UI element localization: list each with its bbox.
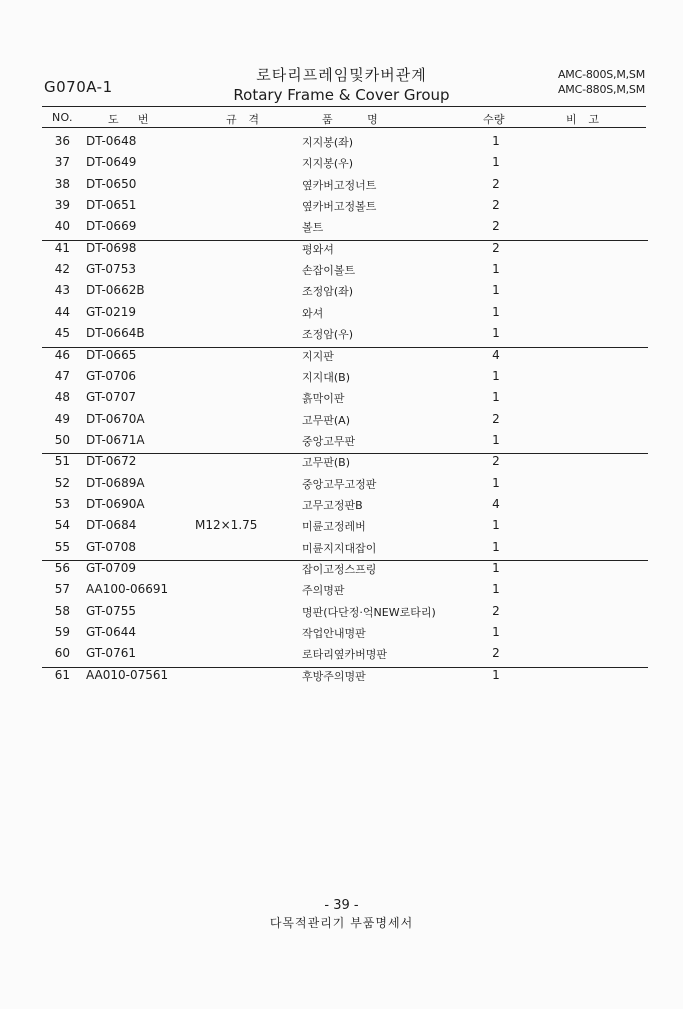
row-no: 59 [54,625,70,640]
table-row [0,454,683,475]
row-part-no: DT-0662B [86,283,145,298]
group-code: G070A-1 [44,78,113,96]
row-part-no: GT-0709 [86,561,136,575]
row-qty: 2 [492,176,500,191]
row-part-no: DT-0669 [86,219,137,234]
row-no: 60 [54,646,70,661]
row-no: 45 [54,326,70,341]
row-qty: 2 [492,411,500,426]
document-title: 다목적관리기 부품명세서 [269,916,414,930]
row-name: 지지판 [302,349,334,363]
row-qty: 2 [492,603,500,618]
row-qty: 1 [492,432,500,447]
row-qty: 1 [492,625,500,640]
row-part-no: GT-0219 [86,304,136,319]
row-no: 37 [54,155,70,170]
row-name: 흙막이판 [302,392,345,406]
title-korean: 로타리프레임및카버관계 [256,66,427,84]
row-name: 고무판(A) [302,413,350,427]
row-part-no: DT-0671A [86,432,145,447]
row-part-no: DT-0689A [86,475,145,490]
table-row [0,668,683,689]
row-part-no: DT-0650 [86,176,137,191]
row-part-no: DT-0690A [86,496,145,511]
row-name: 중앙고무판 [302,434,356,448]
row-part-no: DT-0651 [86,198,137,213]
row-no: 58 [54,603,70,618]
row-no: 51 [54,454,70,469]
row-spec: M12×1.75 [195,518,258,533]
row-qty: 2 [492,454,500,469]
row-name: 평와셔 [302,242,334,256]
row-name: 후방주의명판 [302,669,366,683]
row-name: 볼트 [302,221,324,235]
table-row [0,348,683,369]
row-no: 41 [54,240,70,255]
row-name: 중앙고무고정판 [302,477,377,491]
row-name: 고무고정판B [302,498,363,512]
row-qty: 1 [492,390,500,405]
row-part-no: AA100-06691 [86,582,169,597]
model-line-2: AMC-880S,M,SM [557,83,645,96]
row-no: 61 [54,667,70,682]
row-no: 46 [54,347,70,362]
row-part-no: GT-0706 [86,368,136,383]
table-row [0,369,683,390]
row-no: 55 [54,539,70,554]
row-name: 잡이고정스프링 [302,563,377,576]
row-part-no: DT-0684 [86,518,137,533]
col-header-qty: 수량 [483,113,505,126]
table-row [0,604,683,625]
table-row [0,476,683,497]
row-no: 42 [54,262,70,277]
row-name: 조정암(좌) [302,285,354,299]
row-name: 지지봉(좌) [302,136,354,149]
col-header-no: NO. [52,111,73,124]
table-row [0,283,683,304]
table-row [0,390,683,411]
col-header-part-no: 도 번 [108,113,149,126]
table-row [0,518,683,539]
table-row [0,134,683,155]
row-no: 40 [54,219,70,234]
row-name: 고무판(B) [302,456,351,470]
row-qty: 1 [492,155,500,170]
row-no: 47 [54,368,70,383]
table-row [0,582,683,603]
row-no: 43 [54,283,70,298]
row-qty: 2 [492,240,500,255]
row-no: 38 [54,176,70,191]
table-row [0,625,683,646]
row-part-no: GT-0753 [86,262,136,277]
table-row [0,646,683,667]
row-name: 손잡이볼트 [302,264,356,278]
row-qty: 1 [492,134,500,148]
model-line-1: AMC-800S,M,SM [557,68,645,81]
col-header-name: 품 명 [322,113,379,126]
row-part-no: DT-0672 [86,454,137,469]
row-no: 50 [54,432,70,447]
row-part-no: GT-0707 [86,390,136,405]
table-row [0,177,683,198]
row-no: 36 [54,134,70,148]
row-qty: 2 [492,198,500,213]
row-part-no: DT-0648 [86,134,137,148]
table-row [0,433,683,454]
row-name: 옆카버고정볼트 [302,200,377,214]
row-qty: 1 [492,368,500,383]
table-row [0,561,683,582]
row-part-no: GT-0644 [86,625,136,640]
row-part-no: DT-0670A [86,411,145,426]
row-name: 미륜고정레버 [302,520,366,534]
row-qty: 1 [492,518,500,533]
table-row [0,540,683,561]
row-part-no: GT-0755 [86,603,136,618]
row-no: 49 [54,411,70,426]
row-no: 39 [54,198,70,213]
row-name: 지지봉(우) [302,157,354,171]
row-name: 명판(다단정·억NEW로타리) [302,605,436,619]
row-name: 와셔 [302,306,324,320]
table-row [0,155,683,176]
row-qty: 1 [492,283,500,298]
row-no: 56 [54,561,70,575]
row-qty: 2 [492,646,500,661]
row-part-no: DT-0698 [86,240,137,255]
table-row [0,241,683,262]
row-name: 로타리옆카버명판 [302,648,388,662]
row-qty: 1 [492,582,500,597]
row-no: 54 [54,518,70,533]
col-header-remark: 비 고 [566,113,600,126]
table-row [0,497,683,518]
row-name: 작업안내명판 [302,627,366,641]
row-part-no: DT-0649 [86,155,137,170]
row-part-no: AA010-07561 [86,667,169,682]
row-qty: 1 [492,262,500,277]
row-qty: 1 [492,539,500,554]
table-row [0,305,683,326]
table-row [0,198,683,219]
row-qty: 1 [492,326,500,341]
row-name: 미륜지지대잡이 [302,541,377,555]
row-part-no: GT-0761 [86,646,136,661]
row-qty: 1 [492,667,500,682]
row-qty: 4 [492,496,500,511]
table-row [0,219,683,240]
row-qty: 4 [492,347,500,362]
col-header-spec: 규 격 [226,113,260,126]
row-qty: 1 [492,561,500,575]
row-qty: 1 [492,475,500,490]
row-no: 48 [54,390,70,405]
row-part-no: DT-0664B [86,326,145,341]
row-no: 57 [54,582,70,597]
table-row [0,412,683,433]
row-part-no: GT-0708 [86,539,136,554]
header-top-rule [42,106,646,107]
table-row [0,262,683,283]
row-no: 53 [54,496,70,511]
row-qty: 1 [492,304,500,319]
header-bottom-rule [42,127,646,128]
row-name: 옆카버고정너트 [302,178,377,192]
row-qty: 2 [492,219,500,234]
row-name: 지지대(B) [302,370,351,384]
row-part-no: DT-0665 [86,347,137,362]
table-row [0,326,683,347]
row-name: 주의명판 [302,584,345,598]
page-number: - 39 - [324,898,359,913]
row-no: 52 [54,475,70,490]
title-english: Rotary Frame & Cover Group [233,86,450,104]
row-name: 조정암(우) [302,328,354,342]
row-no: 44 [54,304,70,319]
